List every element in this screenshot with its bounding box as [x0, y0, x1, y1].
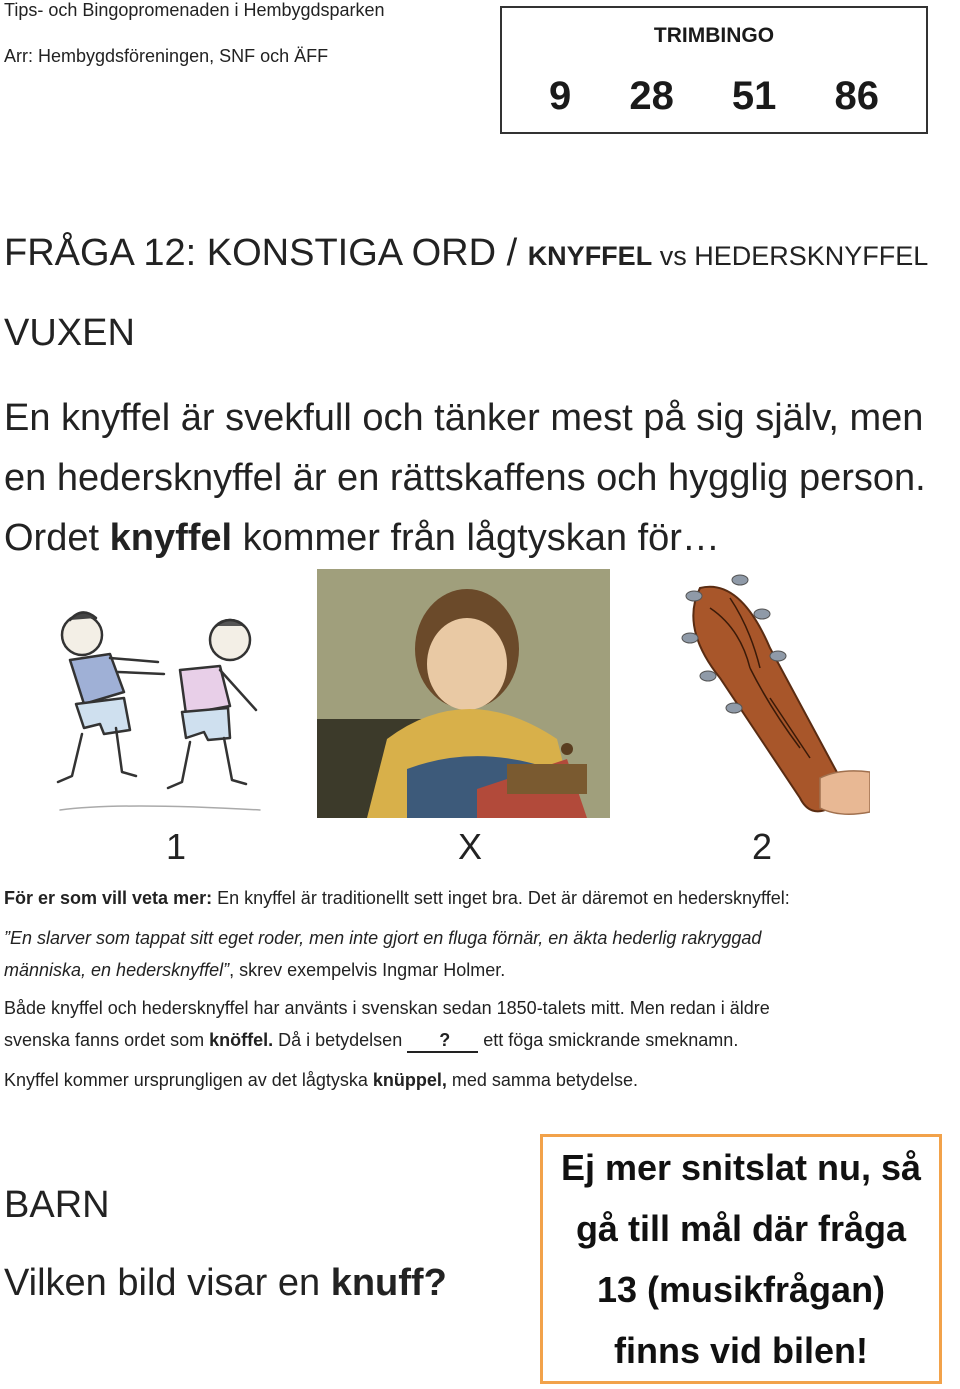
- info-p3-c: ett föga smickrande smeknamn.: [478, 1030, 739, 1050]
- info-p3-b: Då i betydelsen: [273, 1030, 408, 1050]
- notice-line2: gå till mål där fråga: [575, 1208, 907, 1249]
- option-x-label: X: [458, 826, 483, 867]
- info-p3-a: svenska fanns ordet som: [4, 1030, 210, 1050]
- bingo-title: TRIMBINGO: [653, 24, 775, 47]
- image-push-illustration: [30, 600, 280, 820]
- notice-line1: Ej mer snitslat nu, så: [560, 1147, 922, 1188]
- painting-table: [507, 764, 587, 794]
- info-lead-bold: För er som vill veta mer:: [4, 888, 213, 908]
- question-word1: KNYFFEL: [527, 241, 653, 271]
- question-word2: HEDERSKNYFFEL: [694, 241, 929, 271]
- vuxen-heading: VUXEN: [4, 312, 135, 354]
- question-prefix: FRÅGA 12: KONSTIGA ORD /: [4, 232, 528, 274]
- boy2-leg1: [168, 742, 190, 788]
- ground-line: [60, 806, 260, 810]
- info-p3-blank: ?: [407, 1029, 478, 1053]
- boy1-shirt: [70, 654, 124, 704]
- info-quote-line1: ”En slarver som tappat sitt eget roder, men inte gjort en fluga förnär, en äkta hederlig rakryggad: [4, 928, 762, 948]
- info-quote-line2: [4, 954, 505, 986]
- header-event-title: Tips- och Bingopromenaden i Hembygdsparken: [4, 0, 385, 20]
- vuxen-line3-c: kommer från lågtyskan för…: [232, 517, 720, 559]
- notice-line4: finns vid bilen!: [613, 1330, 868, 1371]
- info-paragraph-1: [4, 882, 790, 914]
- info-p4-b: med samma betydelse.: [446, 1070, 638, 1090]
- vuxen-line3-a: Ordet: [4, 517, 110, 559]
- bingo-number: 86: [834, 74, 879, 118]
- question-title: [4, 232, 928, 275]
- hand: [820, 771, 870, 814]
- boy1-head: [62, 615, 102, 655]
- vuxen-line3-bold: knyffel: [109, 517, 233, 559]
- vuxen-line3: [4, 508, 926, 568]
- bingo-number: 51: [731, 74, 777, 118]
- boy1-leg2: [116, 728, 136, 776]
- option-2-label: 2: [752, 826, 773, 867]
- barn-question: [4, 1262, 447, 1305]
- bingo-box: [500, 6, 928, 134]
- info-quote2-italic: människa, en hedersknyffel”: [4, 960, 230, 980]
- barn-question-bold: knuff?: [330, 1262, 447, 1304]
- bingo-number: 28: [629, 74, 674, 118]
- boy1-leg1: [58, 734, 82, 782]
- boy1-arm2: [118, 672, 164, 674]
- painting-face: [427, 618, 507, 710]
- info-quote2-rest: , skrev exempelvis Ingmar Holmer.: [229, 960, 506, 980]
- info-p1-rest: En knyffel är traditionellt sett inget bra. Det är däremot en hedersknyffel:: [212, 888, 790, 908]
- painting-bobbin: [561, 743, 573, 755]
- image-lacemaker-painting: [317, 569, 610, 818]
- info-p3-line1: Både knyffel och hedersknyffel har använts i svenskan sedan 1850-talets mitt. Men redan i äldre: [4, 998, 770, 1018]
- info-p3-line2: [4, 1024, 738, 1056]
- vuxen-text: [4, 388, 926, 568]
- barn-question-a: Vilken bild visar en: [4, 1262, 331, 1304]
- boy1-arm1: [110, 658, 158, 662]
- notice-line3: 13 (musikfrågan): [596, 1269, 886, 1310]
- boy2-hair: [216, 620, 244, 626]
- barn-heading: BARN: [4, 1184, 110, 1226]
- option-1-label: 1: [166, 826, 187, 867]
- vuxen-line2: en hedersknyffel är en rättskaffens och hygglig person.: [4, 457, 926, 499]
- bingo-number: 9: [549, 74, 572, 118]
- info-p4-a: Knyffel kommer ursprungligen av det lågtyska: [4, 1070, 373, 1090]
- bingo-numbers: [502, 74, 926, 119]
- boy1-shorts: [76, 698, 130, 734]
- info-paragraph-4: [4, 1064, 638, 1096]
- boy2-shorts: [182, 708, 230, 740]
- info-p3-bold: knöffel.: [209, 1030, 274, 1050]
- vuxen-line1: En knyffel är svekfull och tänker mest på sig själv, men: [4, 397, 924, 439]
- image-club-illustration: [670, 568, 870, 818]
- notice-box: [540, 1134, 942, 1384]
- boy2-leg2: [224, 738, 246, 784]
- header-organizers: Arr: Hembygdsföreningen, SNF och ÄFF: [4, 46, 329, 66]
- info-p4-bold: knüppel,: [372, 1070, 447, 1090]
- question-vs: vs: [652, 241, 695, 271]
